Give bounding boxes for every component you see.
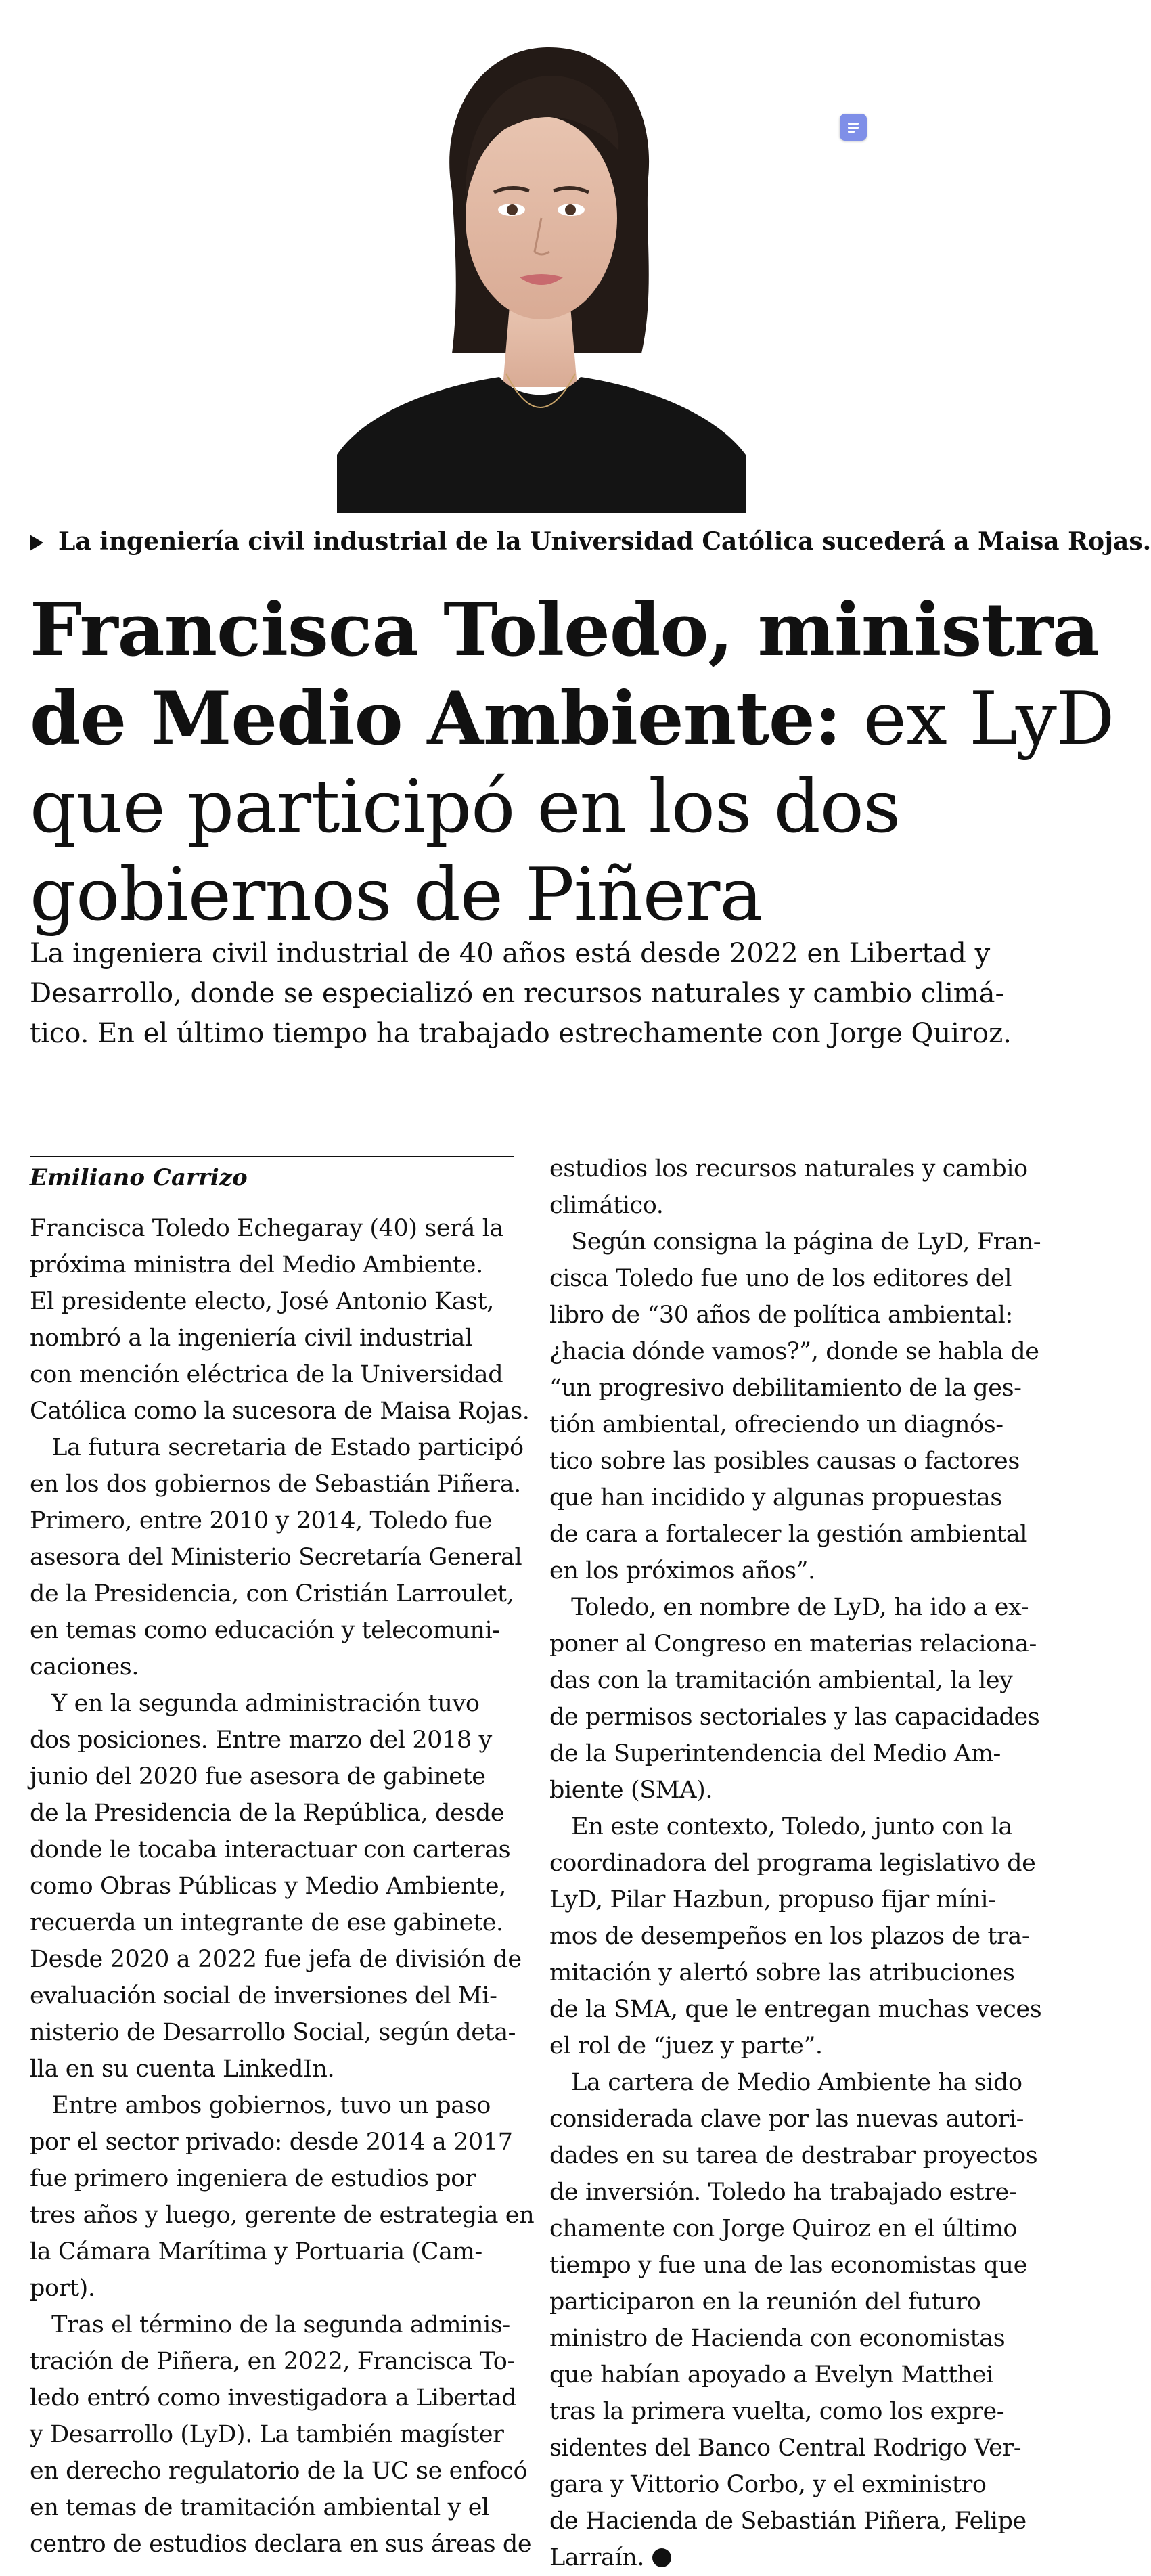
body-line: en derecho regulatorio de la UC se enfocó xyxy=(30,2458,528,2485)
body-line: mitación y alertó sobre las atribuciones xyxy=(549,1959,1015,1986)
body-line: que han incidido y algunas propuestas xyxy=(549,1484,1002,1511)
portrait-photo xyxy=(337,35,746,513)
body-line: Desde 2020 a 2022 fue jefa de división de xyxy=(30,1946,522,1973)
body-line: el rol de “juez y parte”. xyxy=(549,2033,823,2060)
body-line: Larraín. xyxy=(549,2539,1038,2576)
body-line: gara y Vittorio Corbo, y el exministro xyxy=(549,2471,987,2498)
body-line: y Desarrollo (LyD). La también magíster xyxy=(30,2421,504,2448)
caption-triangle-icon xyxy=(30,535,43,551)
body-line: ledo entró como investigadora a Libertad xyxy=(30,2384,517,2412)
body-line: de Hacienda de Sebastián Piñera, Felipe xyxy=(549,2508,1026,2535)
article-dek xyxy=(30,934,1052,1054)
body-line: de la SMA, que le entregan muchas veces xyxy=(549,1996,1042,2023)
body-line: estudios los recursos naturales y cambio xyxy=(549,1155,1028,1182)
body-line: asesora del Ministerio Secretaría General xyxy=(30,1544,522,1571)
headline-line-4: gobiernos de Piñera xyxy=(30,853,763,937)
body-line: en temas como educación y telecomuni- xyxy=(30,1617,500,1644)
byline-rule xyxy=(30,1156,514,1157)
body-line: considerada clave por las nuevas autori- xyxy=(549,2106,1024,2133)
body-line: participaron en la reunión del futuro xyxy=(549,2288,981,2315)
article-column-left xyxy=(30,1210,535,2562)
body-line: de permisos sectoriales y las capacidades xyxy=(549,1704,1040,1731)
body-line: coordinadora del programa legislativo de xyxy=(549,1850,1036,1877)
body-line: en los próximos años”. xyxy=(549,1557,815,1584)
body-line: tres años y luego, gerente de estrategia en xyxy=(30,2202,535,2229)
body-line: mos de desempeños en los plazos de tra- xyxy=(549,1923,1030,1950)
body-line: biente (SMA). xyxy=(549,1777,713,1804)
headline xyxy=(30,586,1114,939)
body-line: fue primero ingeniera de estudios por xyxy=(30,2165,476,2192)
body-line: dos posiciones. Entre marzo del 2018 y xyxy=(30,1727,492,1754)
headline-line-2: de Medio Ambiente: ex LyD xyxy=(30,676,1114,761)
body-line: En este contexto, Toledo, junto con la xyxy=(549,1813,1012,1840)
headline-line-3: que participó en los dos xyxy=(30,765,901,849)
body-line: junio del 2020 fue asesora de gabinete xyxy=(30,1763,486,1790)
body-line: nisterio de Desarrollo Social, según deta- xyxy=(30,2019,516,2046)
article-column-right xyxy=(549,1151,1042,2576)
body-line: lla en su cuenta LinkedIn. xyxy=(30,2056,335,2083)
body-line: de cara a fortalecer la gestión ambiental xyxy=(549,1521,1028,1548)
body-line: próxima ministra del Medio Ambiente. xyxy=(30,1251,483,1279)
body-line: recuerda un integrante de ese gabinete. xyxy=(30,1909,503,1936)
body-line: de inversión. Toledo ha trabajado estre- xyxy=(549,2179,1017,2206)
caption-text: La ingeniería civil industrial de la Universidad Católica sucederá a Maisa Rojas. xyxy=(58,527,1151,556)
body-line: donde le tocaba interactuar con carteras xyxy=(30,1836,511,1863)
byline: Emiliano Carrizo xyxy=(30,1164,248,1191)
body-line: Toledo, en nombre de LyD, ha ido a ex- xyxy=(549,1594,1029,1621)
body-line: evaluación social de inversiones del Mi- xyxy=(30,1982,497,2009)
body-line: con mención eléctrica de la Universidad xyxy=(30,1361,503,1388)
body-line: Católica como la sucesora de Maisa Rojas. xyxy=(30,1398,530,1425)
body-line: por el sector privado: desde 2014 a 2017 xyxy=(30,2129,513,2156)
body-line: libro de “30 años de política ambiental: xyxy=(549,1302,1013,1329)
body-line: de la Superintendencia del Medio Am- xyxy=(549,1740,1001,1767)
body-line: das con la tramitación ambiental, la ley xyxy=(549,1667,1013,1694)
dek-line: tico. En el último tiempo ha trabajado estrechamente con Jorge Quiroz. xyxy=(30,1018,1012,1049)
body-line: sidentes del Banco Central Rodrigo Ver- xyxy=(549,2435,1022,2462)
end-mark-icon xyxy=(652,2548,671,2567)
body-line: tico sobre las posibles causas o factores xyxy=(549,1448,1020,1475)
body-line: port). xyxy=(30,2275,95,2302)
body-line: Francisca Toledo Echegaray (40) será la xyxy=(30,1215,503,1242)
body-line: como Obras Públicas y Medio Ambiente, xyxy=(30,1873,506,1900)
body-line: nombró a la ingeniería civil industrial xyxy=(30,1325,472,1352)
body-line: La futura secretaria de Estado participó xyxy=(30,1434,524,1461)
body-line: ¿hacia dónde vamos?”, donde se habla de xyxy=(549,1338,1039,1365)
body-line: ministro de Hacienda con economistas xyxy=(549,2325,1006,2352)
body-line: Primero, entre 2010 y 2014, Toledo fue xyxy=(30,1507,492,1534)
body-line: LyD, Pilar Hazbun, propuso fijar míni- xyxy=(549,1886,996,1913)
body-line: Entre ambos gobiernos, tuvo un paso xyxy=(30,2092,491,2119)
body-line: “un progresivo debilitamiento de la ges- xyxy=(549,1375,1022,1402)
body-line: que habían apoyado a Evelyn Matthei xyxy=(549,2361,993,2389)
body-line: La cartera de Medio Ambiente ha sido xyxy=(549,2069,1022,2096)
body-line: tras la primera vuelta, como los expre- xyxy=(549,2398,1005,2425)
body-line: climático. xyxy=(549,1192,664,1219)
body-line: la Cámara Marítima y Portuaria (Cam- xyxy=(30,2238,482,2265)
body-line: en temas de tramitación ambiental y el xyxy=(30,2494,489,2521)
body-line: poner al Congreso en materias relaciona- xyxy=(549,1630,1037,1658)
body-line: cisca Toledo fue uno de los editores del xyxy=(549,1265,1012,1292)
body-line: dades en su tarea de destrabar proyectos xyxy=(549,2142,1038,2169)
body-line: chamente con Jorge Quiroz en el último xyxy=(549,2215,1018,2242)
note-icon[interactable] xyxy=(840,114,867,141)
body-line: El presidente electo, José Antonio Kast, xyxy=(30,1288,494,1315)
body-line: tión ambiental, ofreciendo un diagnós- xyxy=(549,1411,1003,1438)
body-line: Según consigna la página de LyD, Fran- xyxy=(549,1228,1041,1256)
headline-line-1: Francisca Toledo, ministra xyxy=(30,587,1100,673)
body-line: Tras el término de la segunda adminis- xyxy=(30,2311,510,2338)
body-line: en los dos gobiernos de Sebastián Piñera. xyxy=(30,1471,521,1498)
body-line: Y en la segunda administración tuvo xyxy=(30,1690,480,1717)
photo-caption xyxy=(30,525,1151,558)
dek-line: La ingeniera civil industrial de 40 años está desde 2022 en Libertad y xyxy=(30,938,991,969)
body-line: tración de Piñera, en 2022, Francisca To- xyxy=(30,2348,515,2375)
portrait-illustration xyxy=(337,35,746,513)
body-line: de la Presidencia, con Cristián Larroulet, xyxy=(30,1580,514,1607)
body-line: de la Presidencia de la República, desde xyxy=(30,1800,505,1827)
body-line: centro de estudios declara en sus áreas de xyxy=(30,2531,532,2558)
body-line: tiempo y fue una de las economistas que xyxy=(549,2252,1027,2279)
body-line: caciones. xyxy=(30,1653,139,1681)
dek-line: Desarrollo, donde se especializó en recursos naturales y cambio climá- xyxy=(30,978,1005,1009)
